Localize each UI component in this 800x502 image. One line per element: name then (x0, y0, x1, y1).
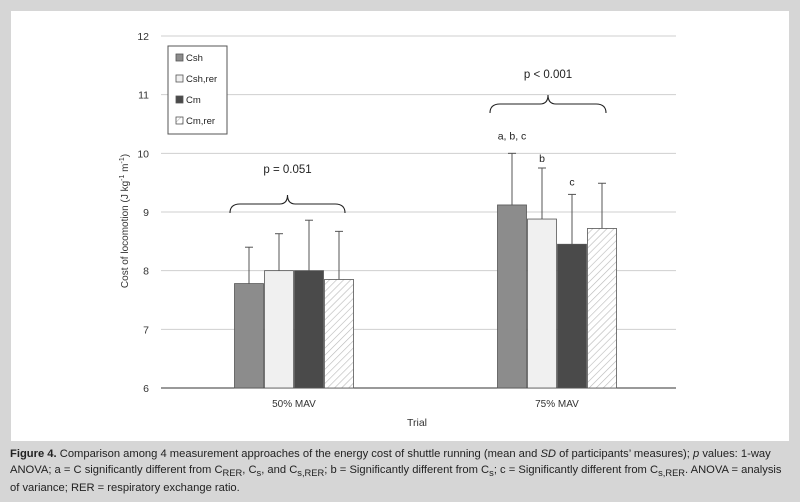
x-axis-label: Trial (406, 417, 428, 429)
caption-subscript: RER (222, 467, 243, 478)
caption-text: of participants’ measures); (556, 448, 693, 460)
bar-csh (235, 284, 264, 388)
caption-p: p (693, 448, 700, 460)
significance-letter: b (539, 153, 545, 165)
y-tick-label: 10 (137, 148, 149, 161)
bar-cm-rer (325, 279, 354, 388)
bar-csh-rer (528, 219, 557, 388)
legend-swatch (176, 117, 183, 124)
figure-caption (10, 447, 790, 497)
bar-cm (295, 271, 324, 388)
caption-subscript: s (489, 467, 494, 478)
legend-label: Cm (186, 95, 201, 106)
bar-cm (558, 244, 587, 388)
caption-subscript: s,RER (658, 467, 686, 478)
caption-text: values: 1-way ANOVA; a = C significantly different from C (10, 448, 771, 476)
legend-label: Cm,rer (186, 116, 216, 127)
legend (168, 46, 227, 134)
x-tick-label: 50% MAV (272, 399, 316, 410)
caption-text: Comparison among 4 measurement approaches of the energy cost of shuttle running (mean and (56, 448, 541, 460)
bar-csh (498, 205, 527, 388)
x-tick-label: 75% MAV (535, 399, 579, 410)
significance-letter: a, b, c (497, 130, 527, 143)
caption-label: Figure 4. (10, 448, 57, 460)
caption-subscript: s,RER (297, 467, 325, 478)
y-axis-label: Cost of locomotion (J $kg^{-1}$ $m^{-1}$) (119, 153, 131, 289)
y-tick-label: 6 (143, 383, 149, 395)
significance-letter: c (569, 176, 575, 189)
p-value-label: p = 0.051 (263, 164, 312, 176)
bar-chart (11, 11, 789, 441)
legend-swatch (176, 54, 183, 61)
y-tick-label: 8 (143, 265, 149, 278)
significance-bracket (230, 195, 345, 213)
bar-cm-rer (588, 228, 617, 388)
legend-label: Csh,rer (186, 74, 218, 85)
caption-text: ; b = Significantly different from C (324, 463, 490, 476)
caption-text: ; c = Significantly different from C (493, 463, 659, 476)
y-tick-label: 11 (138, 89, 149, 102)
y-tick-label: 12 (137, 31, 149, 43)
y-tick-label: 9 (143, 207, 149, 219)
caption-text: , C (242, 463, 257, 476)
legend-label: Csh (186, 53, 203, 64)
caption-sd: SD (540, 448, 556, 460)
significance-bracket (490, 95, 606, 113)
caption-text: . ANOVA = analysis of variance; RER = respiratory exchange ratio. (10, 463, 782, 495)
y-tick-label: 7 (143, 324, 149, 337)
p-value-label: p < 0.001 (523, 69, 573, 81)
figure-panel (11, 11, 789, 441)
caption-text: , and C (261, 463, 298, 476)
legend-swatch (176, 75, 183, 82)
caption-subscript: s (256, 467, 262, 478)
bar-csh-rer (265, 271, 294, 388)
legend-swatch (176, 96, 183, 103)
